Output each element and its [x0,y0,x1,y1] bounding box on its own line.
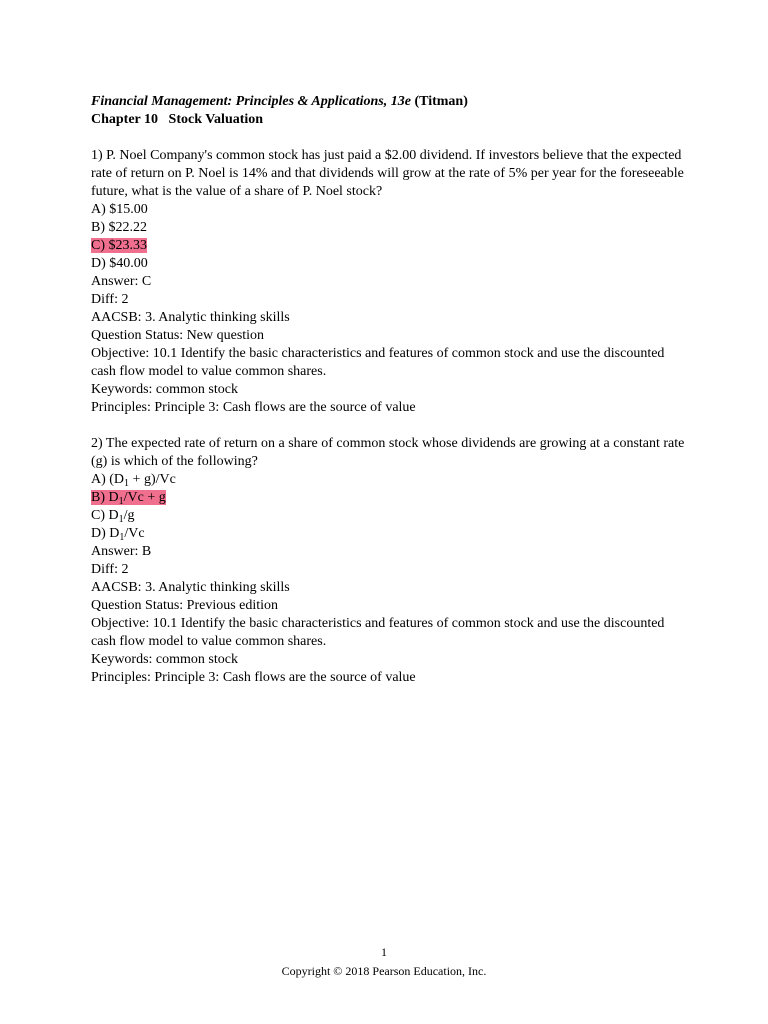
aacsb: AACSB: 3. Analytic thinking skills [91,310,290,325]
answer: Answer: B [91,544,152,559]
chapter-title: Stock Valuation [168,112,264,127]
answer: Answer: C [91,274,152,289]
book-title: Financial Management: Principles & Applications, 13e [91,94,411,109]
question-stem: 2) The expected rate of return on a share of common stock whose dividends are growing at a constant rate (g) is which of the following? [91,436,685,469]
book-title-line [91,93,691,111]
question-stem: 1) P. Noel Company's common stock has just paid a $2.00 dividend. If investors believe that the expected rate of return on P. Noel is 14% and that dividends will grow at the rate of 5% per year for the foreseeable future, what is the value of a share of P. Noel stock? [91,148,684,199]
question-status: Question Status: New question [91,328,265,343]
objective: Objective: 10.1 Identify the basic characteristics and features of common stock and use the discounted cash flow model to value common shares. [91,346,665,379]
option-a: A) $15.00 [91,202,148,217]
document-page [91,93,691,705]
option-b: B) $22.22 [91,220,147,235]
question-1 [91,147,691,417]
option-c-highlighted: C) $23.33 [91,238,147,253]
principles: Principles: Principle 3: Cash flows are the source of value [91,400,416,415]
book-author: (Titman) [414,94,468,109]
chapter-number: Chapter 10 [91,112,159,127]
question-2 [91,435,691,687]
difficulty: Diff: 2 [91,562,129,577]
option-d: D) $D_1/Vc$ [91,526,145,543]
question-status: Question Status: Previous edition [91,598,279,613]
copyright: Copyright © 2018 Pearson Education, Inc. [281,964,487,978]
option-c: C) $D_1/g$ [91,508,135,525]
option-d: D) $40.00 [91,256,148,271]
option-a: A) $(D_1 + g)/Vc$ [91,472,176,489]
objective: Objective: 10.1 Identify the basic characteristics and features of common stock and use the discounted cash flow model to value common shares. [91,616,665,649]
option-b-highlighted: B) $D_1/Vc + g$ [91,490,166,507]
keywords: Keywords: common stock [91,382,238,397]
principles: Principles: Principle 3: Cash flows are the source of value [91,670,416,685]
page-number: 1 [381,945,387,959]
keywords: Keywords: common stock [91,652,238,667]
difficulty: Diff: 2 [91,292,129,307]
chapter-heading [91,111,691,129]
aacsb: AACSB: 3. Analytic thinking skills [91,580,290,595]
